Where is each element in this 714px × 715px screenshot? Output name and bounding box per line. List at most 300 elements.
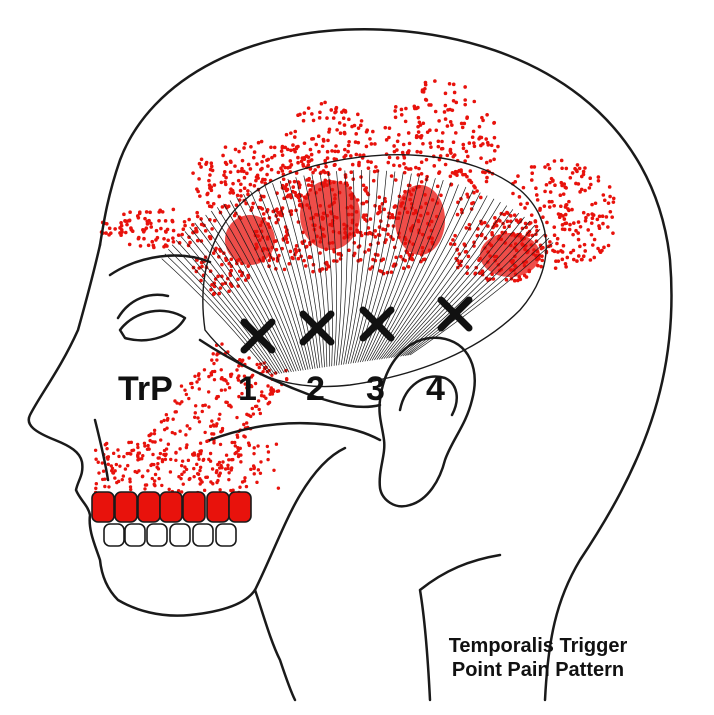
- pain-dot: [253, 472, 256, 475]
- pain-dot: [241, 159, 245, 163]
- pain-dot: [448, 108, 452, 112]
- pain-dot: [132, 448, 135, 451]
- pain-dot: [260, 160, 264, 164]
- pain-dot: [142, 237, 146, 241]
- pain-dot: [472, 141, 476, 145]
- pain-dot: [171, 418, 174, 421]
- pain-dot: [448, 82, 452, 86]
- pain-dot: [373, 142, 377, 146]
- pain-dot: [565, 167, 569, 171]
- pain-dot: [570, 208, 574, 212]
- pain-dot: [579, 225, 583, 229]
- pain-dot: [172, 240, 176, 244]
- pain-dot: [548, 205, 552, 209]
- pain-dot: [129, 488, 132, 491]
- pain-dot: [247, 276, 251, 280]
- pain-dot: [441, 147, 445, 151]
- pain-dot: [113, 227, 117, 231]
- pain-dot: [525, 275, 529, 279]
- pain-dot: [310, 158, 314, 162]
- pain-dot: [372, 179, 376, 183]
- pain-dot: [485, 161, 489, 165]
- pain-dot: [578, 167, 582, 171]
- pain-dot: [591, 243, 595, 247]
- pain-dot: [117, 455, 120, 458]
- pain-dot: [572, 221, 576, 225]
- pain-dot: [588, 186, 592, 190]
- pain-dot: [137, 216, 141, 220]
- pain-dot: [104, 443, 107, 446]
- pain-dot: [342, 116, 346, 120]
- pain-dot: [324, 165, 328, 169]
- pain-dot: [252, 156, 256, 160]
- pain-dot: [296, 156, 300, 160]
- pain-dot: [478, 125, 482, 129]
- pain-dot: [220, 466, 223, 469]
- pain-dot: [419, 136, 423, 140]
- pain-dot: [180, 384, 183, 387]
- pain-dot: [419, 123, 423, 127]
- pain-dot: [310, 112, 314, 116]
- pain-dot: [386, 161, 390, 165]
- pain-dot: [128, 243, 132, 247]
- pain-dot: [309, 148, 313, 152]
- pain-dot: [464, 250, 468, 254]
- pain-dot: [186, 424, 189, 427]
- pain-dot: [178, 430, 181, 433]
- pain-dot: [118, 226, 122, 230]
- pain-dot: [393, 109, 397, 113]
- pain-dot: [519, 202, 523, 206]
- pain-dot: [227, 471, 230, 474]
- pain-dot: [409, 167, 413, 171]
- pain-dot: [451, 171, 455, 175]
- pain-dot: [236, 170, 240, 174]
- pain-dot: [332, 116, 336, 120]
- pain-dot: [456, 213, 460, 217]
- pain-dot: [538, 208, 542, 212]
- pain-dot: [495, 224, 499, 228]
- lower-tooth: [216, 524, 236, 546]
- upper-tooth: [92, 492, 114, 522]
- pain-dot: [340, 110, 344, 114]
- pain-dot: [153, 440, 156, 443]
- pain-dot: [397, 133, 401, 137]
- pain-dot: [422, 258, 426, 262]
- pain-dot: [199, 441, 202, 444]
- pain-dot: [159, 227, 163, 231]
- pain-dot: [434, 110, 438, 114]
- pain-dot: [454, 131, 458, 135]
- pain-dot: [258, 366, 261, 369]
- pain-dot: [582, 173, 586, 177]
- pain-dot: [215, 358, 218, 361]
- pain-dot: [374, 235, 378, 239]
- pain-dot: [203, 431, 206, 434]
- pain-dot: [124, 231, 128, 235]
- lower-tooth: [147, 524, 167, 546]
- pain-dot: [378, 205, 382, 209]
- pain-dot: [429, 145, 433, 149]
- pain-dot: [563, 217, 567, 221]
- pain-dot: [350, 125, 354, 129]
- pain-dot: [245, 485, 248, 488]
- pain-dot: [318, 110, 322, 114]
- pain-dot: [226, 467, 229, 470]
- pain-dot: [196, 416, 199, 419]
- pain-dot: [404, 107, 408, 111]
- pain-dot: [112, 471, 115, 474]
- pain-dot: [559, 193, 563, 197]
- pain-dot: [607, 244, 611, 248]
- pain-dot: [219, 443, 222, 446]
- pain-dot: [374, 165, 378, 169]
- pain-dot: [444, 117, 448, 121]
- pain-dot: [148, 439, 151, 442]
- pain-dot: [576, 163, 580, 167]
- pain-dot: [588, 176, 592, 180]
- pain-dot: [584, 219, 588, 223]
- pain-dot: [603, 198, 607, 202]
- pain-dot: [272, 469, 275, 472]
- pain-dot: [565, 256, 569, 260]
- pain-dot: [369, 217, 373, 221]
- pain-dot: [220, 181, 224, 185]
- upper-tooth: [229, 492, 251, 522]
- pain-dot: [245, 172, 249, 176]
- pain-dot: [109, 231, 113, 235]
- pain-dot: [237, 150, 241, 154]
- pain-dot: [314, 143, 318, 147]
- pain-dot: [160, 420, 163, 423]
- pain-dot: [598, 226, 602, 230]
- pain-dot: [238, 486, 241, 489]
- pain-dot: [390, 174, 394, 178]
- pain-dot: [437, 145, 441, 149]
- pain-dot: [256, 176, 260, 180]
- pain-dot: [534, 186, 538, 190]
- pain-dot: [472, 100, 476, 104]
- pain-dot: [262, 395, 265, 398]
- pain-dot: [583, 166, 587, 170]
- pain-dot: [349, 170, 353, 174]
- pain-dot: [236, 277, 240, 281]
- pain-dot: [199, 479, 202, 482]
- pain-dot: [202, 458, 205, 461]
- upper-tooth: [207, 492, 229, 522]
- pain-dot: [290, 209, 294, 213]
- pain-dot: [150, 240, 154, 244]
- pain-dot: [444, 104, 448, 108]
- pain-dot: [505, 278, 509, 282]
- pain-dot: [175, 410, 178, 413]
- pain-dot: [270, 168, 274, 172]
- pain-dot: [125, 223, 129, 227]
- pain-core: [225, 215, 275, 265]
- pain-dot: [198, 420, 201, 423]
- pain-dot: [194, 411, 197, 414]
- pain-dot: [94, 457, 97, 460]
- pain-dot: [536, 198, 540, 202]
- pain-dot: [257, 141, 261, 145]
- pain-dot: [136, 454, 139, 457]
- pain-dot: [220, 377, 223, 380]
- pain-dot: [540, 259, 544, 263]
- pain-dot: [172, 229, 176, 233]
- pain-dot: [107, 463, 110, 466]
- upper-tooth: [160, 492, 182, 522]
- pain-dot: [453, 153, 457, 157]
- pain-dot: [367, 193, 371, 197]
- pain-dot: [359, 231, 363, 235]
- pain-dot: [335, 128, 339, 132]
- pain-dot: [551, 249, 555, 253]
- pain-dot: [332, 259, 336, 263]
- pain-dot: [465, 116, 469, 120]
- pain-dot: [123, 219, 127, 223]
- pain-dot: [362, 184, 366, 188]
- pain-dot: [388, 156, 392, 160]
- pain-dot: [311, 270, 315, 274]
- pain-dot: [589, 183, 593, 187]
- pain-dot: [302, 259, 306, 263]
- pain-dot: [243, 176, 247, 180]
- pain-dot: [153, 484, 156, 487]
- pain-dot: [359, 124, 363, 128]
- pain-dot: [257, 408, 260, 411]
- pain-dot: [153, 432, 156, 435]
- pain-dot: [274, 221, 278, 225]
- pain-dot: [164, 243, 168, 247]
- pain-dot: [198, 469, 201, 472]
- pain-dot: [209, 452, 212, 455]
- pain-dot: [343, 132, 347, 136]
- pain-dot: [590, 212, 594, 216]
- pain-dot: [302, 119, 306, 123]
- pain-dot: [577, 254, 581, 258]
- pain-dot: [343, 148, 347, 152]
- pain-dot: [293, 180, 297, 184]
- pain-dot: [357, 162, 361, 166]
- pain-dot: [399, 255, 403, 259]
- pain-dot: [108, 226, 112, 230]
- pain-dot: [224, 145, 228, 149]
- pain-dot: [548, 240, 552, 244]
- pain-dot: [307, 106, 311, 110]
- pain-dot: [377, 195, 381, 199]
- pain-dot: [171, 236, 175, 240]
- pain-dot: [147, 219, 151, 223]
- pain-dot: [357, 126, 361, 130]
- pain-dot: [420, 160, 424, 164]
- caption-line-1: Temporalis Trigger: [448, 635, 628, 657]
- pain-dot: [564, 213, 568, 217]
- pain-dot: [228, 386, 231, 389]
- pain-dot: [376, 169, 380, 173]
- pain-dot: [554, 266, 558, 270]
- pain-dot: [282, 177, 286, 181]
- pain-dot: [305, 245, 309, 249]
- pain-dot: [151, 453, 154, 456]
- pain-dot: [312, 263, 316, 267]
- pain-dot: [229, 170, 233, 174]
- pain-dot: [317, 150, 321, 154]
- pain-dot: [393, 150, 397, 154]
- caption: [418, 634, 658, 682]
- pain-dot: [239, 189, 243, 193]
- pain-dot: [146, 469, 149, 472]
- pain-dot: [289, 250, 293, 254]
- pain-dot: [302, 164, 306, 168]
- pain-dot: [200, 158, 204, 162]
- pain-dot: [130, 228, 134, 232]
- pain-dot: [158, 209, 162, 213]
- pain-dot: [240, 274, 244, 278]
- pain-dot: [286, 240, 290, 244]
- pain-dot: [173, 399, 176, 402]
- pain-dot: [208, 183, 212, 187]
- pain-dot: [469, 169, 473, 173]
- pain-dot: [216, 463, 219, 466]
- pain-dot: [571, 233, 575, 237]
- pain-dot: [311, 137, 315, 141]
- pain-dot: [461, 126, 465, 130]
- pain-dot: [591, 216, 595, 220]
- pain-dot: [242, 146, 246, 150]
- pain-dot: [101, 478, 104, 481]
- pain-dot: [436, 185, 440, 189]
- pain-dot: [421, 142, 425, 146]
- pain-dot: [606, 225, 610, 229]
- pain-dot: [225, 454, 228, 457]
- pain-dot: [523, 206, 527, 210]
- pain-dot: [191, 223, 195, 227]
- pain-dot: [168, 488, 171, 491]
- pain-dot: [351, 163, 355, 167]
- pain-dot: [198, 450, 201, 453]
- pain-dot: [153, 479, 156, 482]
- pain-dot: [368, 267, 372, 271]
- pain-dot: [260, 167, 264, 171]
- pain-dot: [289, 159, 293, 163]
- pain-dot: [107, 455, 110, 458]
- pain-dot: [414, 166, 418, 170]
- pain-dot: [220, 368, 223, 371]
- pain-dot: [417, 116, 421, 120]
- pain-dot: [193, 375, 196, 378]
- pain-dot: [172, 208, 176, 212]
- pain-dot: [197, 458, 200, 461]
- pain-dot: [269, 145, 273, 149]
- pain-dot: [215, 469, 218, 472]
- pain-dot: [555, 242, 559, 246]
- pain-dot: [247, 163, 251, 167]
- pain-dot: [460, 122, 464, 126]
- pain-dot: [373, 229, 377, 233]
- pain-dot: [601, 222, 605, 226]
- pain-dot: [153, 429, 156, 432]
- pain-dot: [396, 156, 400, 160]
- pain-dot: [151, 477, 154, 480]
- pain-dot: [252, 467, 255, 470]
- pain-dot: [253, 150, 257, 154]
- pain-dot: [174, 451, 177, 454]
- pain-dot: [518, 195, 522, 199]
- upper-tooth: [183, 492, 205, 522]
- pain-dot: [154, 473, 157, 476]
- pain-dot: [236, 435, 239, 438]
- pain-dot: [207, 179, 211, 183]
- pain-dot: [208, 173, 212, 177]
- pain-dot: [600, 249, 604, 253]
- pain-dot: [206, 476, 209, 479]
- pain-dot: [208, 235, 212, 239]
- pain-dot: [479, 156, 483, 160]
- pain-dot: [506, 211, 510, 215]
- pain-dot: [463, 98, 467, 102]
- pain-dot: [221, 429, 224, 432]
- lower-tooth: [193, 524, 213, 546]
- pain-dot: [128, 480, 131, 483]
- pain-dot: [540, 254, 544, 258]
- pain-dot: [343, 123, 347, 127]
- pain-dot: [240, 167, 244, 171]
- pain-dot: [415, 136, 419, 140]
- pain-dot: [285, 183, 289, 187]
- pain-dot: [391, 216, 395, 220]
- pain-dot: [525, 202, 529, 206]
- pain-dot: [308, 255, 312, 259]
- pain-dot: [275, 442, 278, 445]
- trigger-point-x-marker-4: [441, 300, 469, 328]
- trigger-point-number-3: 3: [366, 370, 385, 408]
- pain-dot: [171, 431, 174, 434]
- pain-dot: [443, 110, 447, 114]
- pain-dot: [233, 164, 237, 168]
- pain-dot: [210, 419, 213, 422]
- pain-dot: [561, 250, 565, 254]
- pain-dot: [612, 197, 616, 201]
- pain-dot: [437, 119, 441, 123]
- pain-dot: [267, 259, 271, 263]
- pain-dot: [195, 463, 198, 466]
- pain-dot: [367, 248, 371, 252]
- pain-dot: [562, 192, 566, 196]
- pain-dot: [559, 204, 563, 208]
- pain-dot: [602, 193, 606, 197]
- pain-dot: [267, 450, 270, 453]
- pain-dot: [195, 229, 199, 233]
- pain-dot: [355, 153, 359, 157]
- pain-dot: [298, 113, 302, 117]
- pain-dot: [589, 258, 593, 262]
- pain-dot: [162, 237, 166, 241]
- pain-dot: [369, 160, 373, 164]
- pain-dot: [467, 255, 471, 259]
- pain-dot: [215, 397, 218, 400]
- pain-dot: [94, 487, 97, 490]
- pain-dot: [257, 399, 260, 402]
- pain-dot: [249, 468, 252, 471]
- pain-dot: [534, 232, 538, 236]
- pain-dot: [402, 162, 406, 166]
- pain-dot: [534, 220, 538, 224]
- pain-dot: [356, 113, 360, 117]
- pain-dot: [583, 189, 587, 193]
- pain-dot: [562, 244, 566, 248]
- pain-dot: [104, 231, 108, 235]
- pain-dot: [137, 469, 140, 472]
